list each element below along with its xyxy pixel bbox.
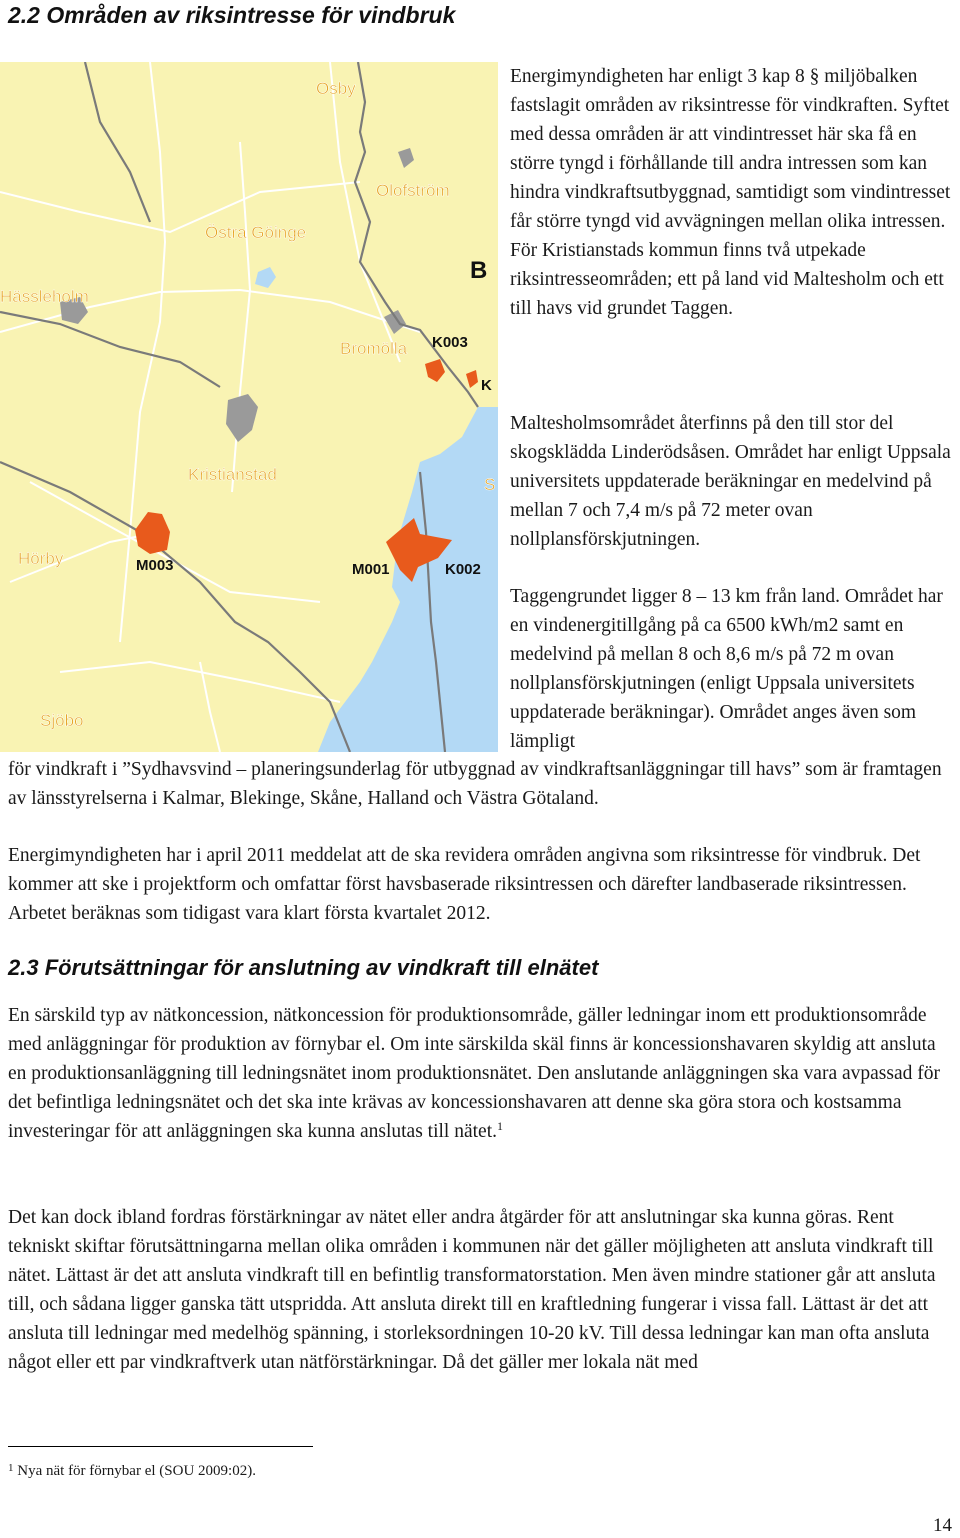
map-letter-s: S (484, 475, 496, 494)
paragraph-maltesholm: Maltesholmsområdet återfinns på den till stor del skogsklädda Linderödsåsen. Området har enligt Uppsala universitets uppdaterade beräkningar en medelvind på mellan 7 och 7,4 m/s på 72 meter ovan nollplansförskjutningen. (510, 413, 951, 550)
map-code-k: K (481, 377, 492, 394)
page-number: 14 (933, 1515, 952, 1536)
footnote-text: Nya nät för förnybar el (SOU 2009:02). (17, 1463, 256, 1479)
footnote-reference[interactable]: 1 (497, 1119, 503, 1133)
paragraph-natkoncession-text: En särskild typ av nätkoncession, nätkoncession för produktionsområde, gäller ledningar inom ett produktionsområde med anläggningar för produktion av förnybar el. Om inte särskilda skäl finns är koncessionshavaren skyldig att ansluta en produktionsanläggning till ledningsnätet inom produktionsnätet. Den anslutande anläggningen ska vara avpassad för det befintliga ledningsnätet och det ska inte krävas av koncessionshavaren att denne ska göra stora och kostsamma investeringar för att anläggningen ska kunna anslutas till nätet. (8, 1005, 940, 1142)
map-letter-b: B (470, 257, 488, 284)
map-town-osby: Osby (316, 79, 356, 98)
map-code-m001: M001 (352, 561, 390, 578)
footnote-divider (8, 1446, 313, 1447)
section-heading-2-2: 2.2 Områden av riksintresse för vindbruk (8, 2, 456, 28)
map-town-sjobo: Sjöbo (40, 711, 84, 730)
map-town-kristianstad: Kristianstad (188, 465, 277, 484)
map-town-horby: Hörby (18, 549, 64, 568)
paragraph-taggen: Taggengrundet ligger 8 – 13 km från land. Området har en vindenergitillgång på ca 6500 kWh/m2 samt en medelvind på mellan 8 och 8,6 m/s på 72 m ovan nollplansförskjutningen (enligt Uppsala universitets uppdaterade beräkningar). Området anges även som lämpligt (510, 586, 943, 752)
footnote-number: 1 (8, 1462, 14, 1474)
paragraph-taggen-continued: för vindkraft i ”Sydhavsvind – planeringsunderlag för utbyggnad av vindkraftsanläggningar till havs” som är framtagen av länsstyrelserna i Kalmar, Blekinge, Skåne, Halland och Västra Götaland. (8, 759, 942, 809)
map-code-k002: K002 (445, 561, 481, 578)
map-code-m003: M003 (136, 557, 174, 574)
map-town-hassleholm: Hässleholm (0, 287, 89, 306)
map-town-olofstrom: Olofström (376, 181, 450, 200)
paragraph-forstarkningar: Det kan dock ibland fordras förstärkningar av nätet eller andra åtgärder för att anslutningar ska kunna göras. Rent tekniskt skiftar förutsättningarna mellan olika områden i kommunen när det gäller möjligheten att ansluta vindkraft till nätet. Lättast är det att ansluta vindkraft till en befintlig transformatorstation. Men även mindre stationer går att ansluta till, och sådana ligger ganska tätt utspridda. Att ansluta direkt till en kraftledning fungerar i vissa fall. Lättast är det att ansluta till ledningar med medelhög spänning, i storleksordningen 10-20 kV. Till dessa ledningar kan man ofta ansluta något eller ett par vindkraftverk utan nätförstärkningar. Då det gäller mer lokala nät med (8, 1207, 936, 1373)
map-town-bromolla: Bromölla (340, 339, 408, 358)
paragraph-natkoncession (8, 1001, 952, 1146)
paragraph-riksintresse-intro: Energimyndigheten har enligt 3 kap 8 § miljöbalken fastslagit områden av riksintresse för vindkraften. Syftet med dessa områden är att vindintresset här ska få en större tyngd i förhållande till andra intressen som kan hindra vindkraftsutbyggnad, samtidigt som vindintresset får större tyngd vid avvägningen mellan olika intressen. För Kristianstads kommun finns två utpekade riksintresseområden; ett på land vid Maltesholm och ett till havs vid grundet Taggen. (510, 66, 951, 319)
section-heading-2-3: 2.3 Förutsättningar för anslutning av vindkraft till elnätet (8, 955, 599, 980)
riksintresse-map (0, 62, 498, 752)
paragraph-revision: Energimyndigheten har i april 2011 meddelat att de ska revidera områden angivna som riksintresse för vindbruk. Det kommer att ske i projektform och omfattar först havsbaserade riksintressen och därefter landbaserade riksintressen. Arbetet beräknas som tidigast vara klart första kvartalet 2012. (8, 845, 921, 924)
map-code-k003: K003 (432, 334, 468, 351)
footnote (8, 1462, 256, 1480)
map-town-ostra-goinge: Östra Göinge (205, 223, 307, 242)
